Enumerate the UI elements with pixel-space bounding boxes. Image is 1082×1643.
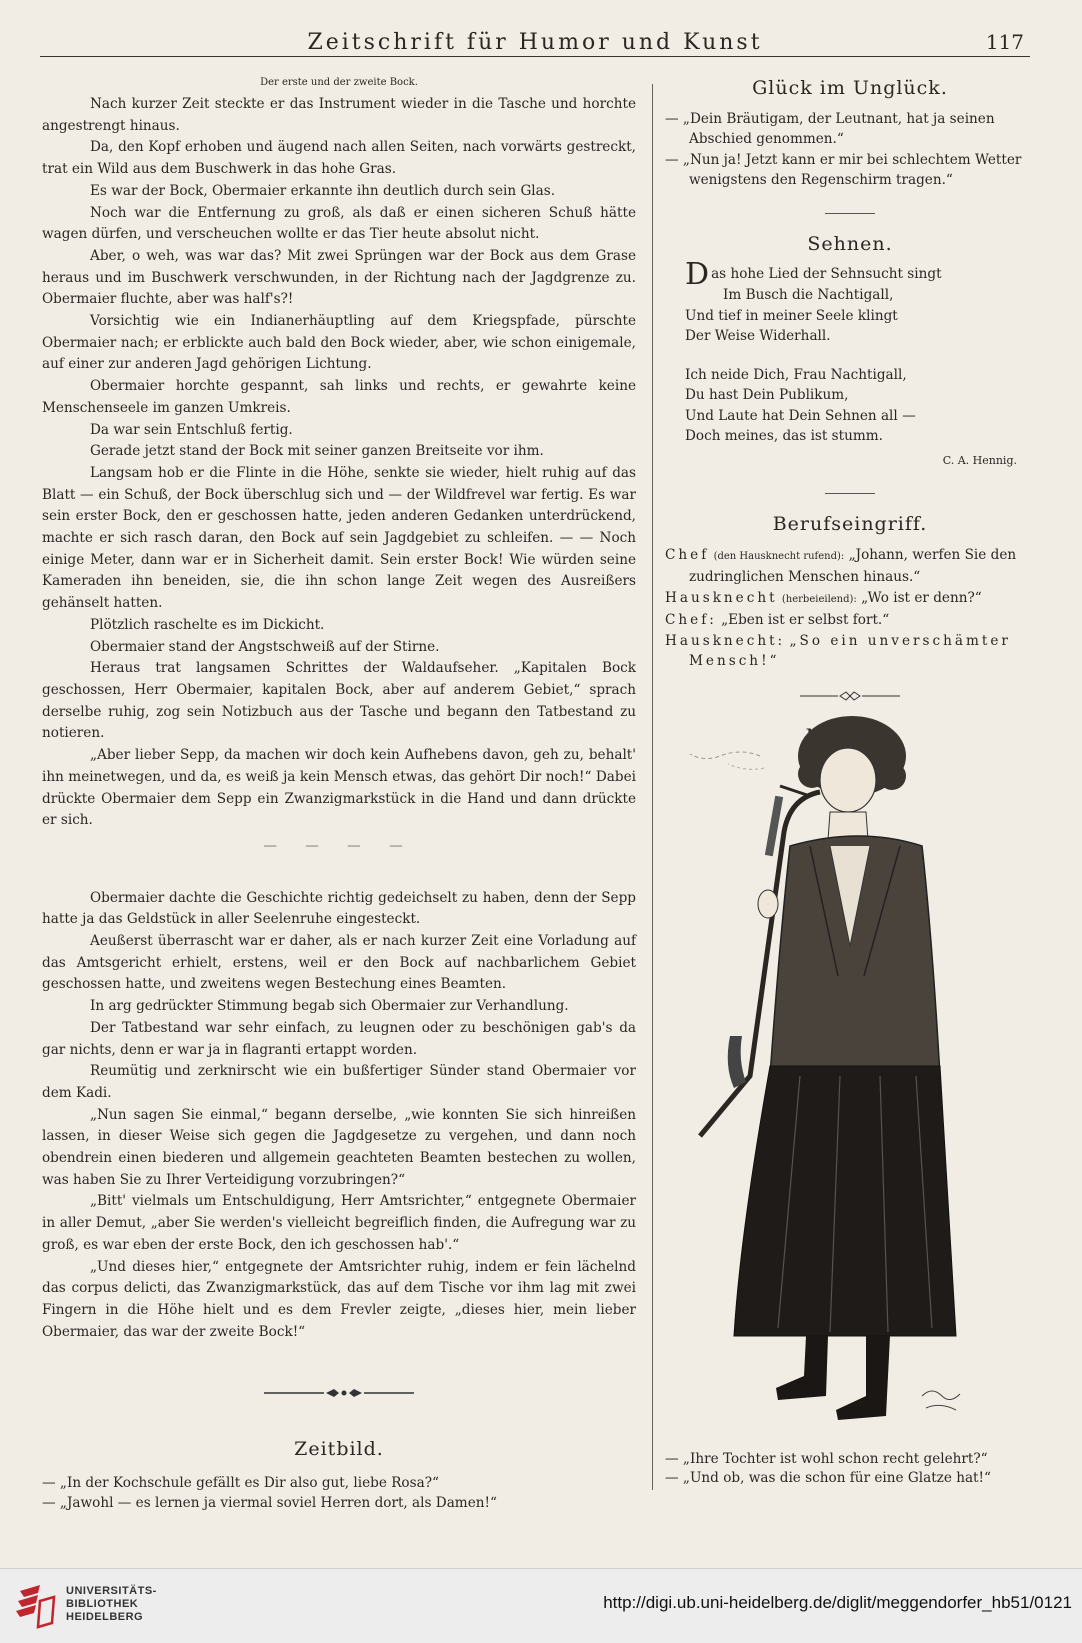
- story-paragraph: Nach kurzer Zeit steckte er das Instrument wieder in die Tasche und horchte angestrengt hinaus.: [42, 96, 636, 134]
- dialogue-text: „So ein unverschämter Mensch!“: [689, 632, 1011, 669]
- story-paragraph: Obermaier stand der Angstschweiß auf der Stirne.: [90, 638, 440, 655]
- zeitbild-line-1: — „In der Kochschule gefällt es Dir also gut, liebe Rosa?“: [42, 1474, 439, 1491]
- dialogue-text: „Johann, werfen Sie den zudringlichen Menschen hinaus.“: [689, 546, 1017, 585]
- ornament-divider: [42, 1383, 636, 1405]
- column-divider: [652, 84, 653, 1490]
- dialogue-text: „Wo ist er denn?“: [861, 589, 982, 606]
- story-paragraph: Der Tatbestand war sehr einfach, zu leugnen oder zu beschönigen gab's da gar nichts, denn er war ja in flagranti ertappt worden.: [42, 1019, 636, 1058]
- story-paragraph: Heraus trat langsamen Schrittes der Waldaufseher. „Kapitalen Bock geschossen, Herr Obermaier, kapitalen Bock, aber auf anderem Gebiet,“ sprach derselbe ruhig, zog sein Notizbuch aus der Tasche und begann den Tatbestand zu notieren.: [42, 660, 636, 742]
- story-kicker: Der erste und der zweite Bock.: [260, 77, 418, 88]
- stage-direction: (herbeieilend):: [781, 593, 857, 605]
- section-rule: [825, 493, 875, 494]
- story-paragraph: Gerade jetzt stand der Bock mit seiner ganzen Breitseite vor ihm.: [90, 443, 544, 460]
- speaker: Hausknecht: [665, 589, 778, 606]
- story-paragraph: In arg gedrückter Stimmung begab sich Obermaier zur Verhandlung.: [90, 998, 569, 1015]
- story-paragraph: Langsam hob er die Flinte in die Höhe, senkte sie wieder, hielt ruhig auf das Blatt — ein Schuß, der Bock überschlug sich und — der Wildfrevel war fertig. Es war sein erster Bock, den er geschossen hatte, jeden anderen Gedanken unterdrückend, machte er sich rasch daran, den Bock auf sein Jagdgebiet zu schleifen. — — Noch einige Meter, dann war er in Sicherheit damit. Sein erster Bock! Wie würden seine Kameraden ihn beneiden, sie, die ihn schon lange Zeit wegen des Ausreißers gehänselt hatten.: [42, 464, 636, 612]
- stage-direction: (den Hausknecht rufend):: [713, 550, 845, 562]
- story-paragraph: Reumütig und zerknirscht wie ein bußfertiger Sünder stand Obermaier vor dem Kadi.: [42, 1063, 636, 1101]
- modern-caption-line-2: — „Und ob, was die schon für eine Glatze hat!“: [665, 1470, 991, 1486]
- left-column: [42, 76, 636, 1513]
- modern-caption-line-1: — „Ihre Tochter ist wohl schon recht gelehrt?“: [665, 1451, 988, 1467]
- speaker: Hausknecht:: [665, 632, 786, 649]
- drop-cap: D: [685, 257, 710, 292]
- story-paragraph: „Nun sagen Sie einmal,“ begann derselbe, „wie konnten Sie sich hinreißen lassen, in dieser Weise sich gegen die Jagdgesetze zu vergehen, und dann noch obendrein einen biederen und allgemein geachteten Beamten bestechen zu wollen, was haben Sie zu Ihrer Verteidigung vorzubringen?“: [42, 1106, 636, 1188]
- page-number: 117: [985, 30, 1024, 54]
- poem-line: Der Weise Widerhall.: [685, 328, 831, 344]
- story-paragraph: Da war sein Entschluß fertig.: [90, 421, 293, 438]
- story-paragraph: Vorsichtig wie ein Indianerhäuptling auf dem Kriegspfade, pürschte Obermaier nach; er erblickte auch bald den Bock wieder, aber, wie schon einigemale, auf einer zur anderen Jagd gehörigen Lichtung.: [42, 313, 636, 373]
- beruf-line: [665, 610, 1035, 631]
- sehnen-poem: [685, 257, 1035, 447]
- woman-with-pipe-illustration: [660, 716, 1030, 1456]
- story-paragraph: Da, den Kopf erhoben und äugend nach allen Seiten, nach vorwärts gestreckt, trat ein Wild aus dem Buschwerk in das hohe Gras.: [42, 139, 636, 178]
- poem-line: Doch meines, das ist stumm.: [685, 428, 883, 444]
- zeitbild-title: Zeitbild.: [294, 1438, 384, 1461]
- story-paragraph: „Bitt' vielmals um Entschuldigung, Herr Amtsrichter,“ entgegnete Obermaier in aller Demut, „aber Sie werden's vielleicht begreiflich finden, die Aufregung war zu groß, es war eben der erste Bock, den ich geschossen hab'.“: [42, 1193, 636, 1253]
- beruf-dialogue: [665, 545, 1035, 672]
- glueck-line-2: — „Nun ja! Jetzt kann er mir bei schlechtem Wetter wenigstens den Regenschirm tragen.“: [665, 151, 1022, 188]
- library-footer: [0, 1568, 1082, 1643]
- poem-line: Und tief in meiner Seele klingt: [685, 307, 898, 324]
- ornament-divider-small: [665, 688, 1035, 709]
- university-logo-icon: [14, 1583, 58, 1629]
- journal-title: Zeitschrift für Humor und Kunst: [307, 30, 763, 55]
- story-paragraph: Obermaier dachte die Geschichte richtig gedeichselt zu haben, denn der Sepp hatte ja das Geldstück in aller Seelenruhe eingesteckt.: [42, 889, 636, 928]
- sehnen-title: Sehnen.: [807, 232, 893, 255]
- dialogue-text: „Eben ist er selbst fort.“: [721, 612, 890, 628]
- right-column: [665, 78, 1035, 757]
- zeitbild-line-2: — „Jawohl — es lernen ja viermal soviel Herren dort, als Damen!“: [42, 1494, 497, 1511]
- modern-caption: [665, 1450, 1040, 1488]
- glueck-line-1: — „Dein Bräutigam, der Leutnant, hat ja seinen Abschied genommen.“: [665, 110, 995, 147]
- scene-break: — — — —: [263, 837, 415, 854]
- speaker: Chef: [665, 546, 710, 563]
- poem-author: C. A. Hennig.: [942, 453, 1017, 467]
- story-part-2: [42, 888, 636, 1344]
- glueck-title: Glück im Unglück.: [752, 77, 948, 99]
- poem-line: Ich neide Dich, Frau Nachtigall,: [685, 366, 907, 383]
- poem-line: Das hohe Lied der Sehnsucht singt: [685, 257, 942, 292]
- section-rule: [825, 213, 875, 214]
- institution-name: UNIVERSITÄTS- BIBLIOTHEK HEIDELBERG: [66, 1585, 157, 1623]
- story-paragraph: „Aber lieber Sepp, da machen wir doch kein Aufhebens davon, geh zu, behalt' ihn meinetwegen, und da, es weiß ja kein Mensch etwas, das gehört Dir noch!“ Dabei drückte Obermaier dem Sepp ein Zwanzigmarkstück in die Hand und dann drückte er sich.: [42, 747, 636, 829]
- poem-line: Du hast Dein Publikum,: [685, 387, 849, 403]
- source-url[interactable]: http://digi.ub.uni-heidelberg.de/diglit/meggendorfer_hb51/0121: [603, 1593, 1072, 1612]
- story-paragraph: Obermaier horchte gespannt, sah links und rechts, er gewahrte keine Menschenseele im ganzen Umkreis.: [42, 378, 636, 416]
- story-paragraph: Noch war die Entfernung zu groß, als daß er einen sicheren Schuß hätte wagen dürfen, und verscheuchen wollte er das Tier heute absolut nicht.: [42, 204, 636, 243]
- story-paragraph: Aeußerst überrascht war er daher, als er nach kurzer Zeit eine Vorladung auf das Amtsgericht erhielt, erstens, weil er den Bock auf nachbarlichem Gebiet geschossen hatte, und zweitens wegen Bestechung eines Beamten.: [42, 933, 636, 993]
- poem-line: Und Laute hat Dein Sehnen all —: [685, 407, 916, 424]
- story-paragraph: Aber, o weh, was war das? Mit zwei Sprüngen war der Bock aus dem Grase heraus und im Buschwerk verschwunden, in der Richtung nach der Jagdgrenze zu. Obermaier fluchte, aber was half's?!: [42, 247, 636, 308]
- beruf-line: [665, 588, 1035, 611]
- beruf-line: [665, 631, 1035, 672]
- story-paragraph: „Und dieses hier,“ entgegnete der Amtsrichter ruhig, indem er fein lächelnd das corpus delicti, das Zwanzigmarkstück, das auf dem Tische vor ihm lag mit zwei Fingern in die Höhe hielt und es dem Frevler zeigte, „dieses hier, mein lieber Obermaier, das war der zweite Bock!“: [42, 1258, 636, 1340]
- poem-line: Im Busch die Nachtigall,: [723, 287, 894, 303]
- speaker: Chef:: [665, 612, 717, 628]
- story-part-1: [42, 94, 636, 832]
- beruf-title: Berufseingriff.: [772, 513, 928, 535]
- story-paragraph: Plötzlich raschelte es im Dickicht.: [90, 616, 325, 633]
- story-paragraph: Es war der Bock, Obermaier erkannte ihn deutlich durch sein Glas.: [90, 182, 556, 199]
- beruf-line: [665, 545, 1035, 588]
- running-head: [40, 26, 1030, 57]
